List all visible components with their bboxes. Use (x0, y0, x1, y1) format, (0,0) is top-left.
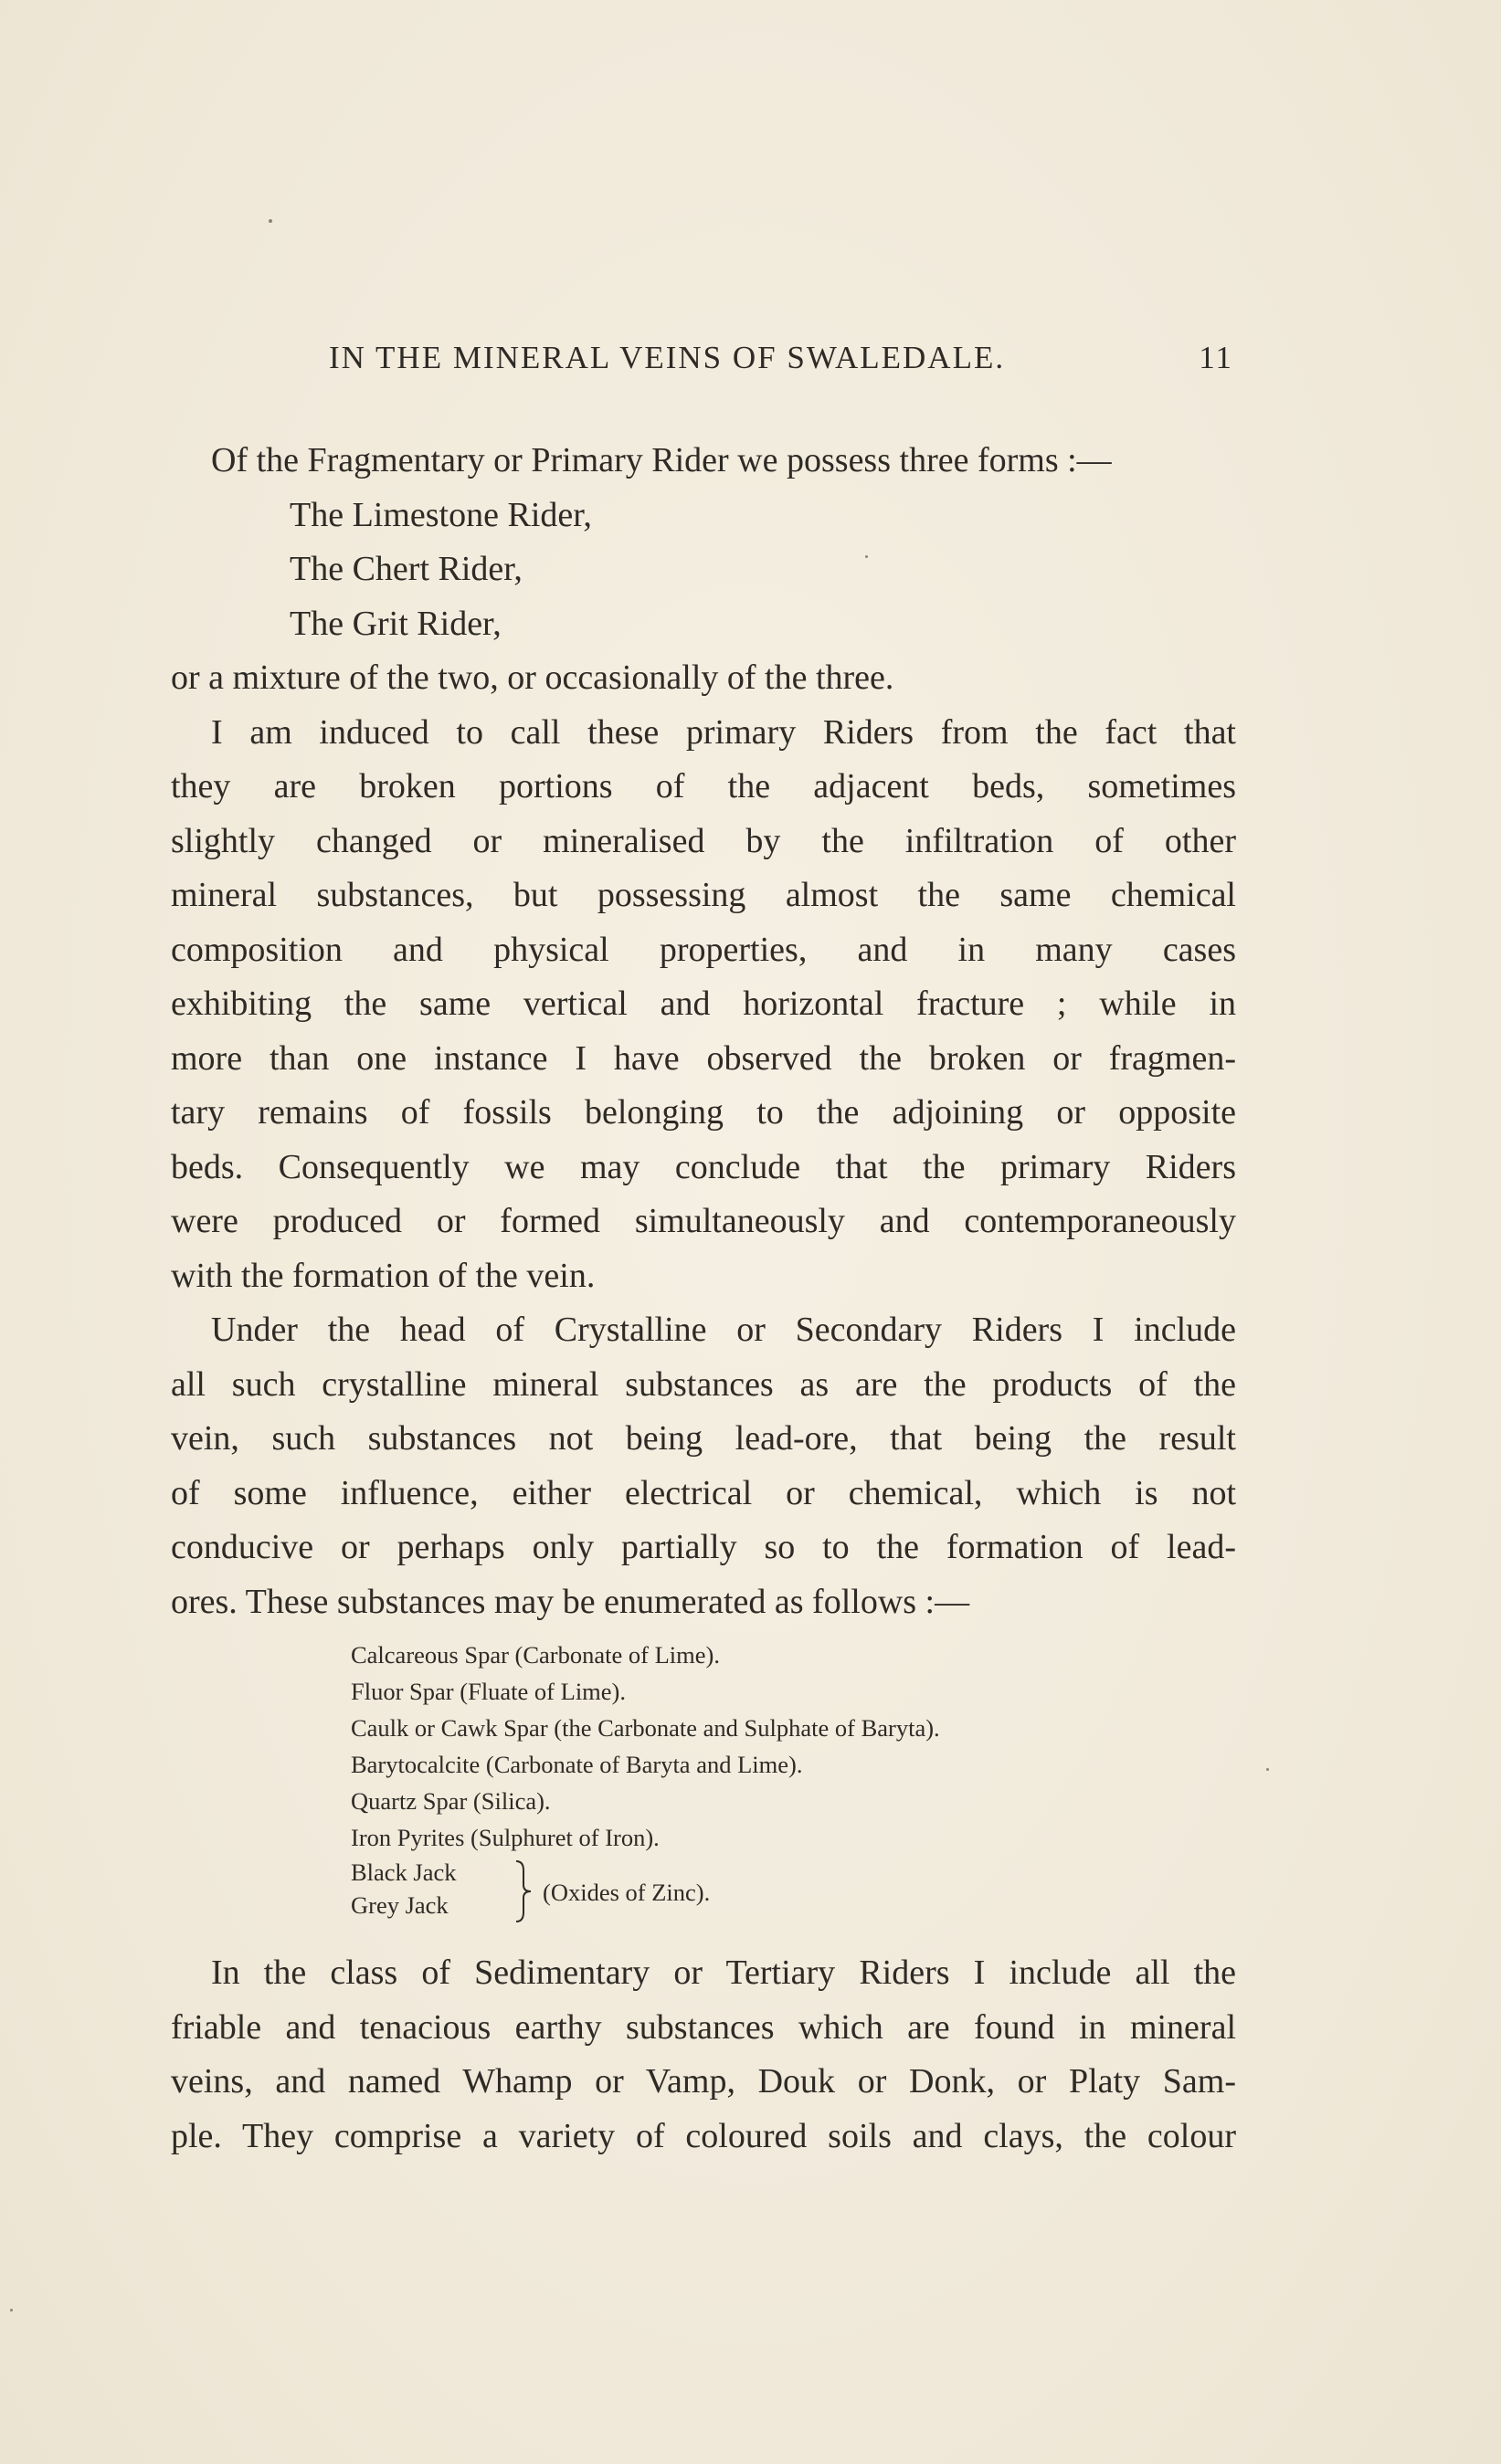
mixture-line: or a mixture of the two, or occasionally of the three. (171, 658, 894, 697)
paper-speck (865, 555, 868, 558)
paragraph-line: beds. Consequently we may conclude that the primary Riders (171, 1147, 1236, 1186)
mineral-item: Calcareous Spar (Carbonate of Lime). (351, 1641, 720, 1669)
form-item: The Grit Rider, (290, 604, 502, 643)
page-header (329, 340, 1233, 385)
mineral-item: Iron Pyrites (Sulphuret of Iron). (351, 1824, 660, 1851)
mineral-item: Fluor Spar (Fluate of Lime). (351, 1678, 627, 1705)
paragraph-line: friable and tenacious earthy substances which are found in mineral (171, 2007, 1236, 2047)
mineral-item: Black Jack (351, 1859, 457, 1886)
paragraph-line: slightly changed or mineralised by the infiltration of other (171, 821, 1236, 860)
zinc-oxides-group (351, 1856, 1173, 1929)
paper-speck (269, 219, 272, 223)
bracket-label: (Oxides of Zinc). (543, 1879, 711, 1906)
paragraph-line: vein, such substances not being lead-ore, that being the result (171, 1419, 1236, 1458)
mineral-item: Caulk or Cawk Spar (the Carbonate and Sulphate of Baryta). (351, 1714, 940, 1742)
paragraph-line: composition and physical properties, and in many cases (171, 930, 1236, 969)
form-item: The Limestone Rider, (290, 495, 592, 534)
paragraph-line: veins, and named Whamp or Vamp, Douk or Donk, or Platy Sam- (171, 2062, 1236, 2101)
form-item: The Chert Rider, (290, 550, 523, 588)
paragraph-line: all such crystalline mineral substances as are the products of the (171, 1364, 1236, 1404)
paragraph-line: In the class of Sedimentary or Tertiary Riders I include all the (211, 1953, 1236, 1992)
mineral-list (351, 1637, 1173, 1929)
paragraph-line: exhibiting the same vertical and horizontal fracture ; while in (171, 985, 1236, 1023)
paragraph-line: I am induced to call these primary Riders from the fact that (211, 712, 1236, 752)
paragraph-line: with the formation of the vein. (171, 1256, 596, 1295)
paper-speck (1266, 1768, 1269, 1771)
paragraph-line: conducive or perhaps only partially so to the formation of lead- (171, 1528, 1236, 1566)
running-title: IN THE MINERAL VEINS OF SWALEDALE. (329, 340, 1006, 375)
curly-brace-icon (513, 1859, 534, 1923)
bracket-names (351, 1856, 457, 1922)
paper-speck (10, 2309, 13, 2311)
paragraph-line: Under the head of Crystalline or Secondary Riders I include (211, 1311, 1236, 1349)
paragraph-line: of some influence, either electrical or chemical, which is not (171, 1473, 1236, 1512)
mineral-item: Grey Jack (351, 1891, 449, 1919)
paragraph-line: more than one instance I have observed the broken or fragmen- (171, 1038, 1236, 1078)
intro-line: Of the Fragmentary or Primary Rider we possess three forms :— (211, 441, 1112, 479)
paragraph-line: mineral substances, but possessing almost the same chemical (171, 876, 1236, 914)
mineral-item: Quartz Spar (Silica). (351, 1787, 551, 1815)
paragraph-line: tary remains of fossils belonging to the adjoining or opposite (171, 1093, 1236, 1132)
body-text-upper (171, 434, 1236, 1629)
paragraph-line: they are broken portions of the adjacent beds, sometimes (171, 767, 1236, 806)
paragraph-line: ores. These substances may be enumerated as follows :— (171, 1582, 970, 1621)
paragraph-line: were produced or formed simultaneously and contemporaneously (171, 1202, 1236, 1240)
mineral-item: Barytocalcite (Carbonate of Baryta and Lime). (351, 1751, 803, 1778)
page-number: 11 (1199, 340, 1233, 375)
body-text-lower (171, 1946, 1236, 2164)
paragraph-line: ple. They comprise a variety of coloured soils and clays, the colour (171, 2116, 1236, 2155)
